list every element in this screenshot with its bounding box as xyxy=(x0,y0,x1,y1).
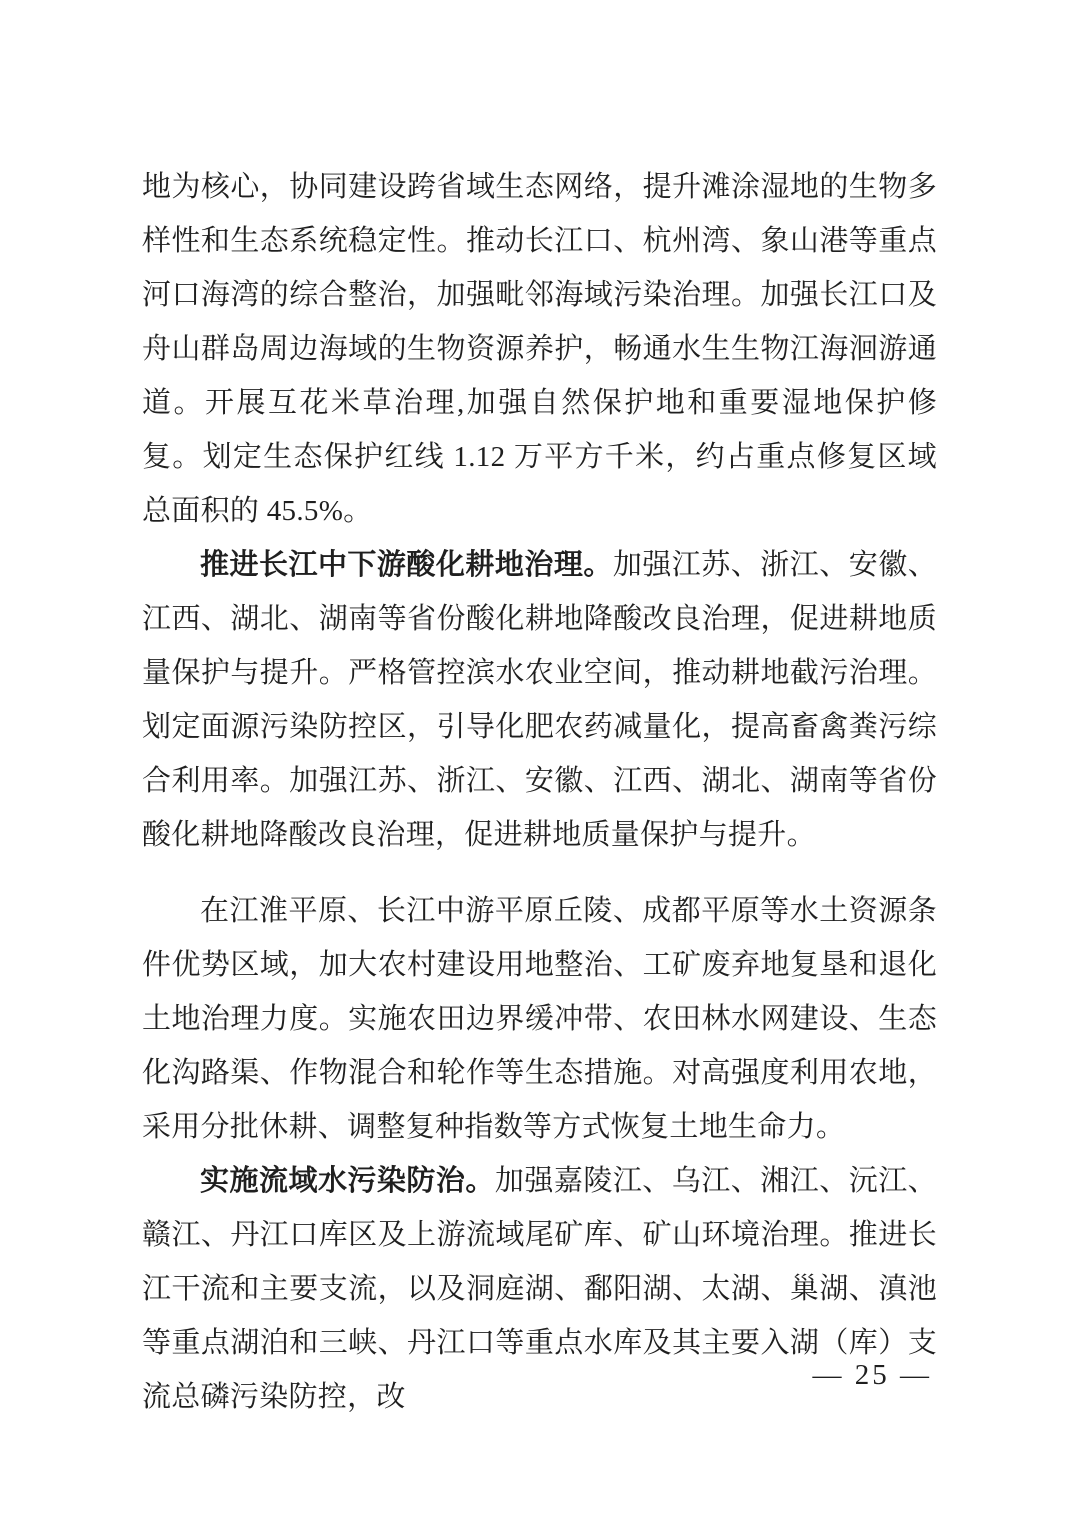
document-body xyxy=(142,160,937,1424)
page-footer xyxy=(813,1358,933,1392)
paragraph-text: 加强江苏、浙江、安徽、江西、湖北、湖南等省份酸化耕地降酸改良治理，促进耕地质量保护与提升。严格管控滨水农业空间，推动耕地截污治理。划定面源污染防控区，引导化肥农药减量化，提高畜禽粪污综合利用率。加强江苏、浙江、安徽、江西、湖北、湖南等省份酸化耕地降酸改良治理，促进耕地质量保护与提升。 xyxy=(142,549,937,851)
paragraph-acidified-farmland xyxy=(142,538,937,862)
paragraph-coastal-ecology xyxy=(142,160,937,538)
paragraph-lead: 推进长江中下游酸化耕地治理。 xyxy=(200,549,613,581)
paragraph-text: 在江淮平原、长江中游平原丘陵、成都平原等水土资源条件优势区域，加大农村建设用地整治、工矿废弃地复垦和退化土地治理力度。实施农田边界缓冲带、农田林水网建设、生态化沟路渠、作物混合和轮作等生态措施。对高强度利用农地，采用分批休耕、调整复种指数等方式恢复土地生命力。 xyxy=(142,895,937,1143)
paragraph-land-consolidation xyxy=(142,884,937,1154)
paragraph-lead: 实施流域水污染防治。 xyxy=(200,1165,495,1197)
paragraph-text: 地为核心，协同建设跨省域生态网络，提升滩涂湿地的生物多样性和生态系统稳定性。推动长江口、杭州湾、象山港等重点河口海湾的综合整治，加强毗邻海域污染治理。加强长江口及舟山群岛周边海域的生物资源养护，畅通水生生物江海洄游通道。开展互花米草治理,加强自然保护地和重要湿地保护修复。划定生态保护红线 1.12 万平方千米，约占重点修复区域总面积的 45.5%。 xyxy=(142,171,937,527)
page-number: — 25 — xyxy=(812,1359,932,1391)
paragraph-text: 加强嘉陵江、乌江、湘江、沅江、赣江、丹江口库区及上游流域尾矿库、矿山环境治理。推进长江干流和主要支流，以及洞庭湖、鄱阳湖、太湖、巢湖、滇池等重点湖泊和三峡、丹江口等重点水库及其主要入湖（库）支流总磷污染防控，改 xyxy=(142,1165,937,1413)
